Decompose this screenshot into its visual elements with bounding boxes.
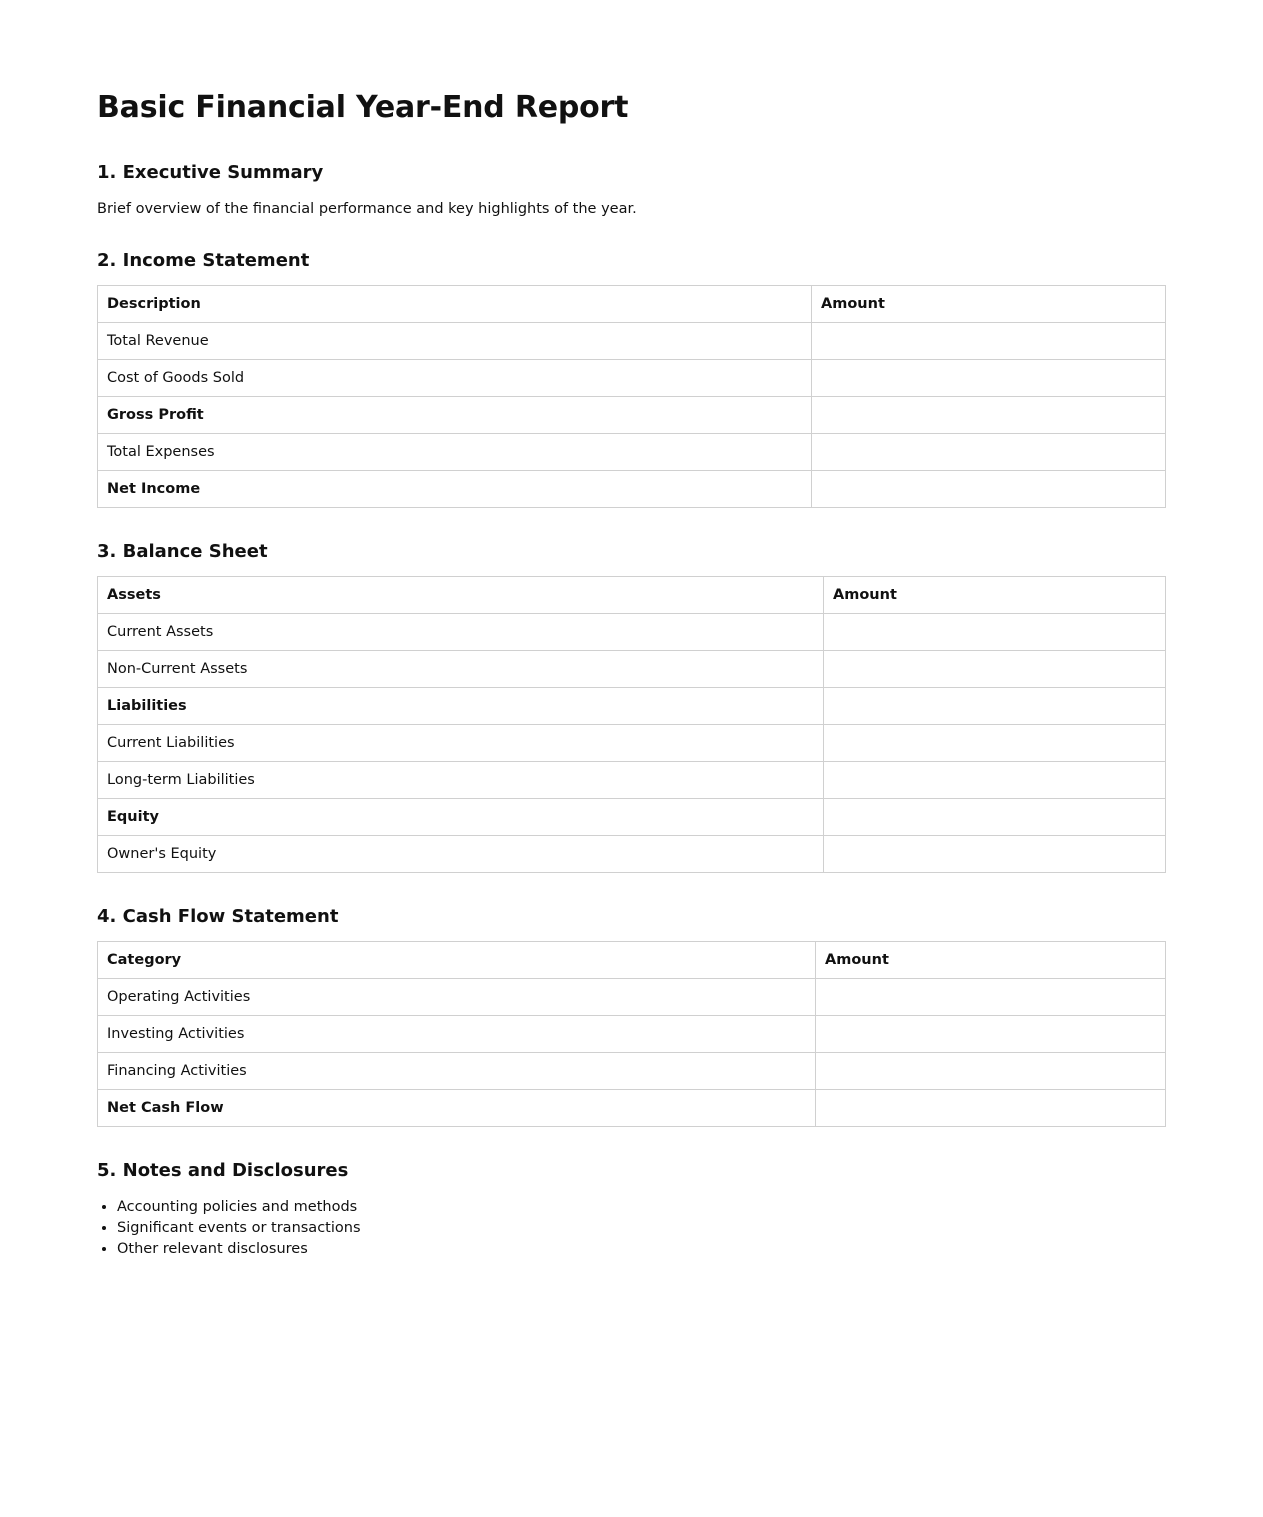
row-amount	[824, 651, 1166, 688]
row-label: Liabilities	[98, 688, 824, 725]
income-statement-table	[97, 285, 1166, 508]
column-header-amount: Amount	[812, 286, 1166, 323]
table-row	[98, 836, 1166, 873]
table-row	[98, 688, 1166, 725]
row-label: Net Income	[98, 471, 812, 508]
page-title: Basic Financial Year-End Report	[97, 90, 629, 125]
row-label: Long-term Liabilities	[98, 762, 824, 799]
table-row	[98, 1016, 1166, 1053]
row-amount	[816, 1016, 1166, 1053]
column-header-category: Category	[98, 942, 816, 979]
balance-sheet-table	[97, 576, 1166, 873]
column-header-amount: Amount	[816, 942, 1166, 979]
table-row	[98, 1090, 1166, 1127]
row-label: Cost of Goods Sold	[98, 360, 812, 397]
table-header-row	[98, 942, 1166, 979]
row-amount	[824, 614, 1166, 651]
row-label: Equity	[98, 799, 824, 836]
table-row	[98, 725, 1166, 762]
table-row	[98, 471, 1166, 508]
row-amount	[824, 688, 1166, 725]
column-header-description: Description	[98, 286, 812, 323]
row-label: Current Liabilities	[98, 725, 824, 762]
table-row	[98, 651, 1166, 688]
row-label: Current Assets	[98, 614, 824, 651]
row-amount	[816, 1090, 1166, 1127]
row-label: Operating Activities	[98, 979, 816, 1016]
row-amount	[812, 323, 1166, 360]
row-amount	[824, 725, 1166, 762]
row-amount	[824, 836, 1166, 873]
row-amount	[812, 471, 1166, 508]
row-label: Owner's Equity	[98, 836, 824, 873]
row-label: Total Expenses	[98, 434, 812, 471]
cash-flow-heading: 4. Cash Flow Statement	[97, 906, 339, 927]
table-row	[98, 397, 1166, 434]
column-header-assets: Assets	[98, 577, 824, 614]
list-item: • Accounting policies and methods	[117, 1197, 1166, 1218]
row-label: Non-Current Assets	[98, 651, 824, 688]
table-row	[98, 1053, 1166, 1090]
notes-heading: 5. Notes and Disclosures	[97, 1160, 349, 1181]
row-label: Investing Activities	[98, 1016, 816, 1053]
table-header-row	[98, 577, 1166, 614]
executive-summary-heading: 1. Executive Summary	[97, 162, 324, 183]
cash-flow-table	[97, 941, 1166, 1127]
table-row	[98, 979, 1166, 1016]
row-amount	[824, 799, 1166, 836]
table-row	[98, 323, 1166, 360]
executive-summary-text: Brief overview of the financial performance and key highlights of the year.	[97, 201, 637, 217]
income-statement-heading: 2. Income Statement	[97, 250, 310, 271]
table-row	[98, 614, 1166, 651]
list-item: • Other relevant disclosures	[117, 1239, 1166, 1260]
column-header-amount: Amount	[824, 577, 1166, 614]
table-row	[98, 434, 1166, 471]
row-label: Total Revenue	[98, 323, 812, 360]
row-label: Gross Profit	[98, 397, 812, 434]
row-amount	[812, 434, 1166, 471]
row-amount	[816, 979, 1166, 1016]
list-item: • Significant events or transactions	[117, 1218, 1166, 1239]
row-label: Net Cash Flow	[98, 1090, 816, 1127]
row-amount	[812, 360, 1166, 397]
row-amount	[816, 1053, 1166, 1090]
table-row	[98, 360, 1166, 397]
table-header-row	[98, 286, 1166, 323]
table-row	[98, 799, 1166, 836]
row-amount	[812, 397, 1166, 434]
table-row	[98, 762, 1166, 799]
notes-list	[97, 1197, 1166, 1260]
balance-sheet-heading: 3. Balance Sheet	[97, 541, 268, 562]
row-label: Financing Activities	[98, 1053, 816, 1090]
row-amount	[824, 762, 1166, 799]
